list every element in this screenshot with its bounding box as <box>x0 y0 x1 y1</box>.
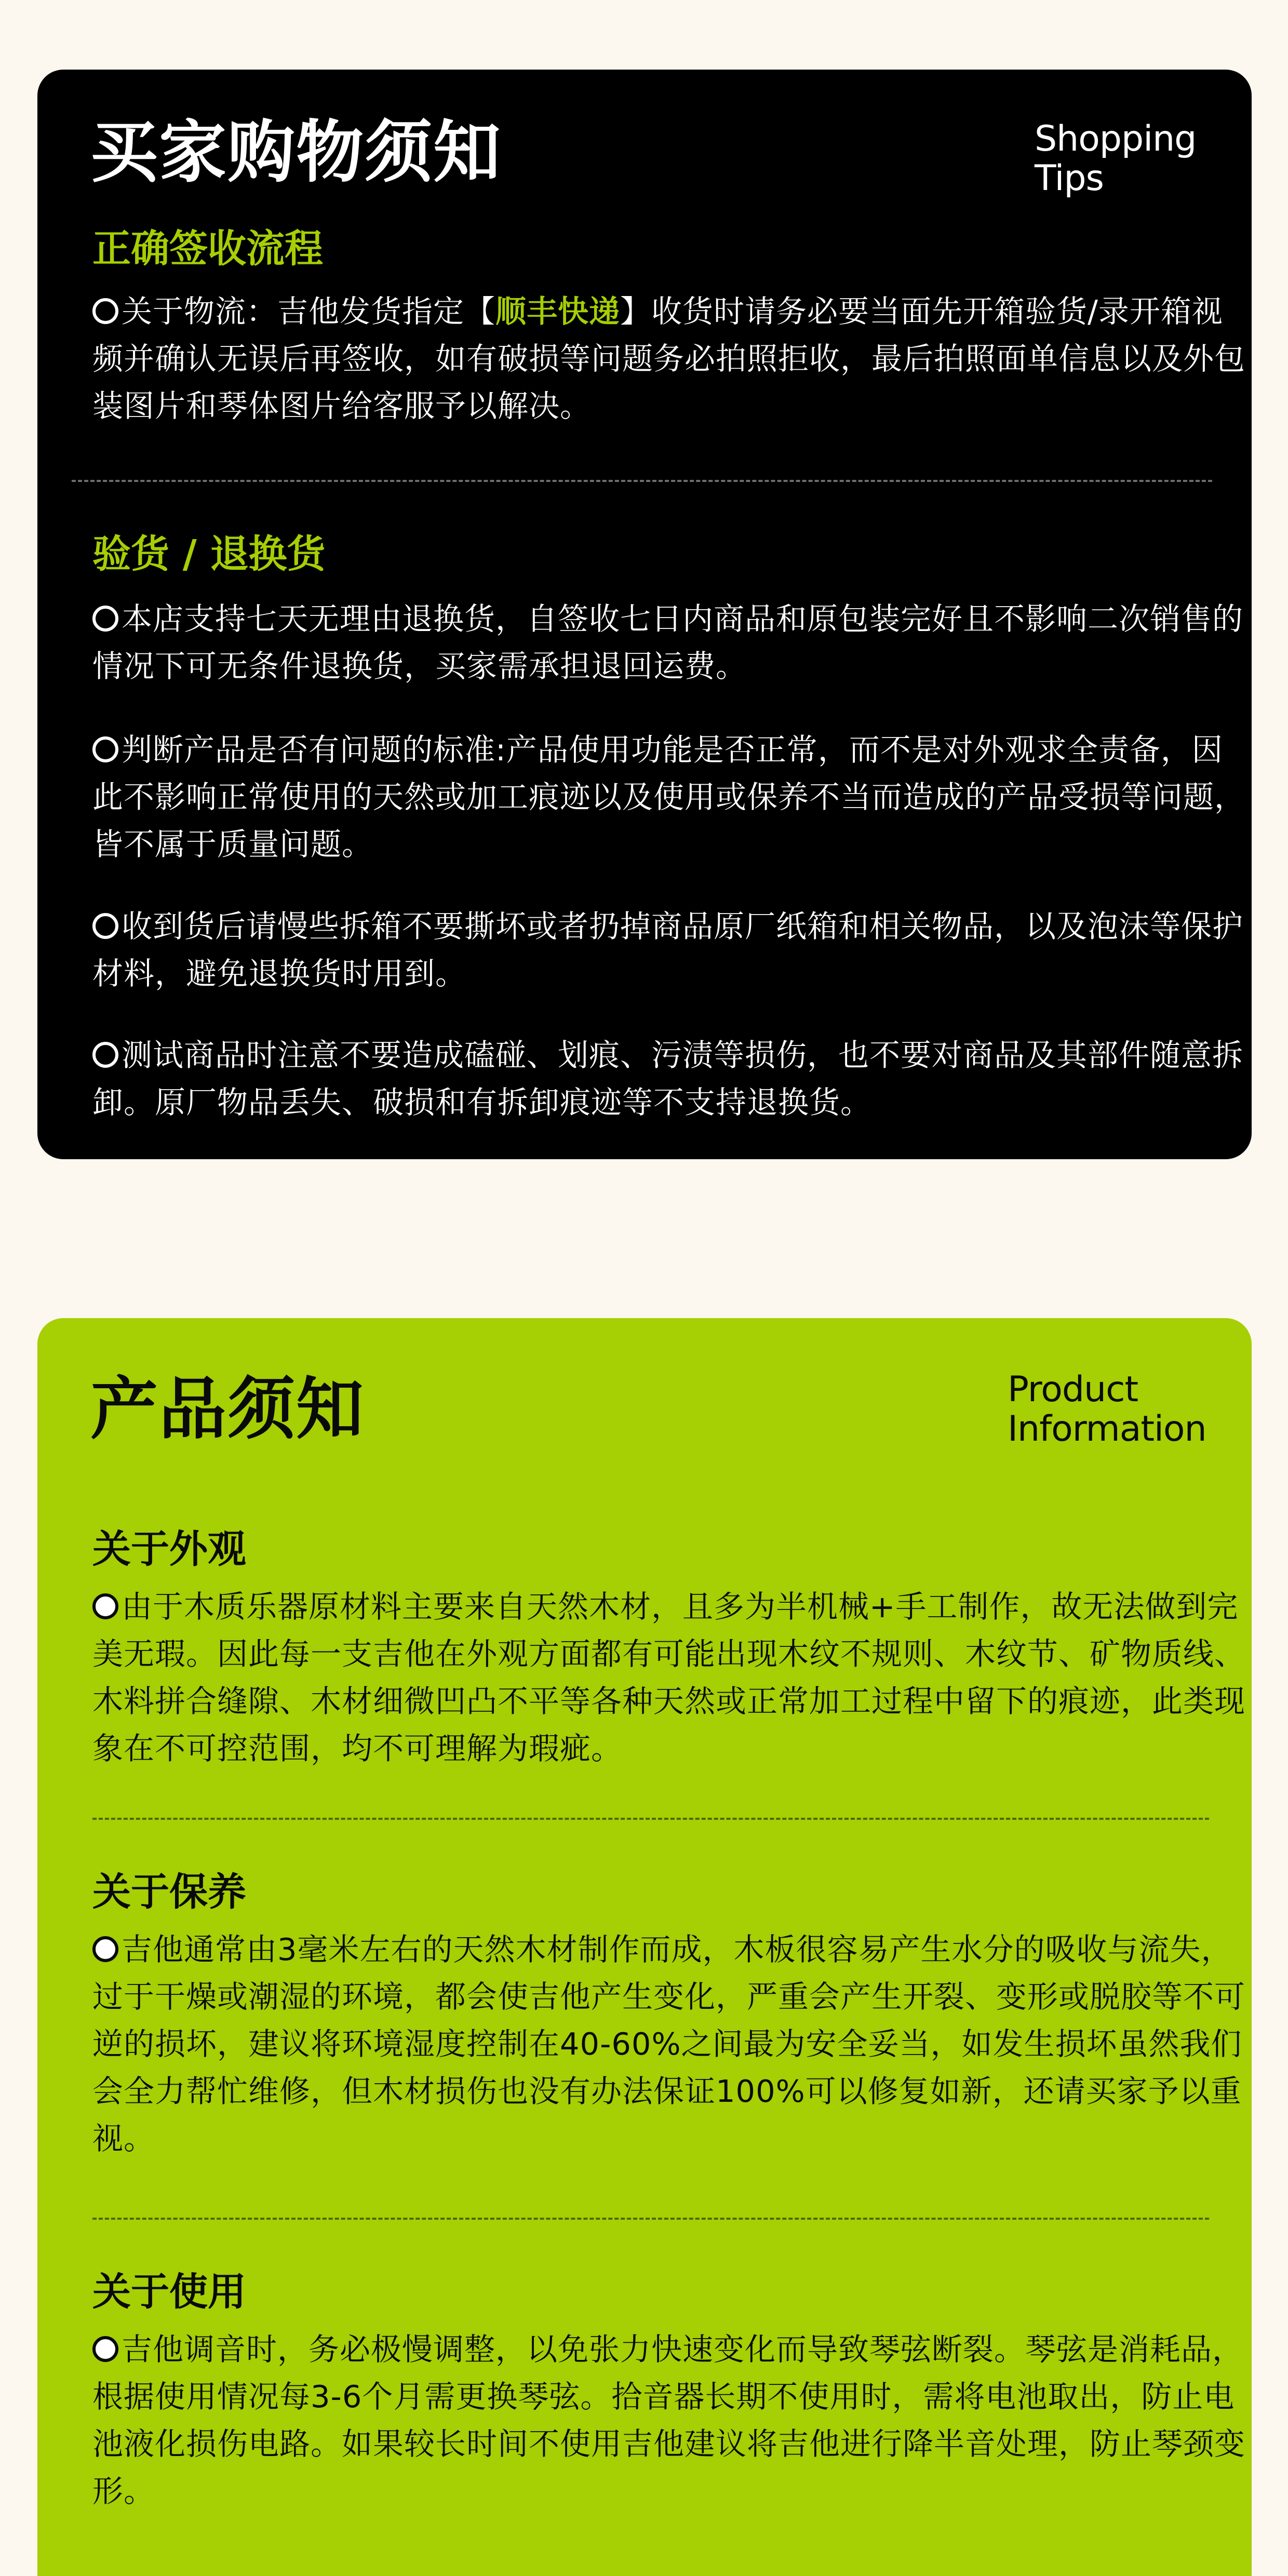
returns-item <box>92 903 1245 997</box>
section-divider <box>72 480 1212 482</box>
section-divider <box>92 1818 1209 1820</box>
circle-bullet-icon <box>92 1936 118 1962</box>
section-title-sign-process: 正确签收流程 <box>92 226 323 271</box>
product-info-title: 产品须知 <box>90 1370 365 1448</box>
sign-process-paragraph <box>92 288 1245 430</box>
circle-bullet-icon <box>92 913 118 939</box>
usage-text: 吉他调音时，务必极慢调整，以免张力快速变化而导致琴弦断裂。琴弦是消耗品，根据使用情况每3-6个月需更换琴弦。拾音器长期不使用时，需将电池取出，防止电池液化损伤电路。如果较长时间不使用吉他建议将吉他进行降半音处理，防止琴颈变形。 <box>92 2331 1246 2509</box>
maintenance-paragraph <box>92 1926 1245 2162</box>
section-title-appearance: 关于外观 <box>92 1527 246 1572</box>
shopping-tips-en-label <box>1035 119 1196 198</box>
circle-bullet-icon <box>92 298 118 324</box>
returns-item-text: 收到货后请慢些拆箱不要撕坏或者扔掉商品原厂纸箱和相关物品，以及泡沫等保护材料，避免退换货时用到。 <box>92 908 1244 991</box>
returns-item <box>92 595 1245 690</box>
appearance-text: 由于木质乐器原材料主要来自天然木材，且多为半机械+手工制作，故无法做到完美无瑕。因此每一支吉他在外观方面都有可能出现木纹不规则、木纹节、矿物质线、木料拼合缝隙、木材细微凹凸不平等各种天然或正常加工过程中留下的痕迹，此类现象在不可控范围，均不可理解为瑕疵。 <box>92 1589 1246 1766</box>
en-label-line2: Information <box>1008 1408 1206 1450</box>
section-title-maintenance: 关于保养 <box>92 1870 246 1914</box>
appearance-paragraph <box>92 1583 1245 1772</box>
en-label-line1: Shopping <box>1035 118 1197 159</box>
maintenance-text: 吉他通常由3毫米左右的天然木材制作而成，木板很容易产生水分的吸收与流失，过于干燥或潮湿的环境，都会使吉他产生变化，严重会产生开裂、变形或脱胶等不可逆的损坏，建议将环境湿度控制在40-60%之间最为安全妥当，如发生损坏虽然我们会全力帮忙维修，但木材损伤也没有办法保证100%可以修复如新，还请买家予以重视。 <box>92 1931 1246 2156</box>
section-title-returns: 验货 / 退换货 <box>92 532 326 576</box>
en-label-line2: Tips <box>1035 158 1104 199</box>
sign-text-before: 关于物流：吉他发货指定【 <box>122 293 496 329</box>
section-title-usage: 关于使用 <box>92 2270 246 2314</box>
returns-item-text: 判断产品是否有问题的标准:产品使用功能是否正常，而不是对外观求全责备，因此不影响正常使用的天然或加工痕迹以及使用或保养不当而造成的产品受损等问题，皆不属于质量问题。 <box>92 732 1246 862</box>
returns-item-text: 本店支持七天无理由退换货，自签收七日内商品和原包装完好且不影响二次销售的情况下可无条件退换货，买家需承担退回运费。 <box>92 601 1244 684</box>
shopping-tips-card <box>37 70 1252 1159</box>
en-label-line1: Product <box>1008 1369 1138 1410</box>
shopping-tips-title: 买家购物须知 <box>90 113 502 192</box>
circle-bullet-icon <box>92 736 118 762</box>
courier-highlight: 顺丰快递 <box>495 293 621 329</box>
returns-item <box>92 726 1245 868</box>
section-divider <box>92 2218 1209 2220</box>
usage-paragraph <box>92 2326 1245 2515</box>
sign-text-after: 】收货时请务必要当面先开箱验货/录开箱视频并确认无误后再签收，如有破损等问题务必拍照拒收，最后拍照面单信息以及外包装图片和琴体图片给客服予以解决。 <box>92 293 1246 424</box>
circle-bullet-icon <box>92 2336 118 2362</box>
product-info-card <box>37 1318 1252 2576</box>
circle-bullet-icon <box>92 606 118 632</box>
product-info-en-label <box>1008 1370 1206 1449</box>
circle-bullet-icon <box>92 1593 118 1619</box>
returns-item-text: 测试商品时注意不要造成磕碰、划痕、污渍等损伤，也不要对商品及其部件随意拆卸。原厂物品丢失、破损和有拆卸痕迹等不支持退换货。 <box>92 1037 1244 1120</box>
returns-item <box>92 1031 1245 1126</box>
circle-bullet-icon <box>92 1042 118 1068</box>
